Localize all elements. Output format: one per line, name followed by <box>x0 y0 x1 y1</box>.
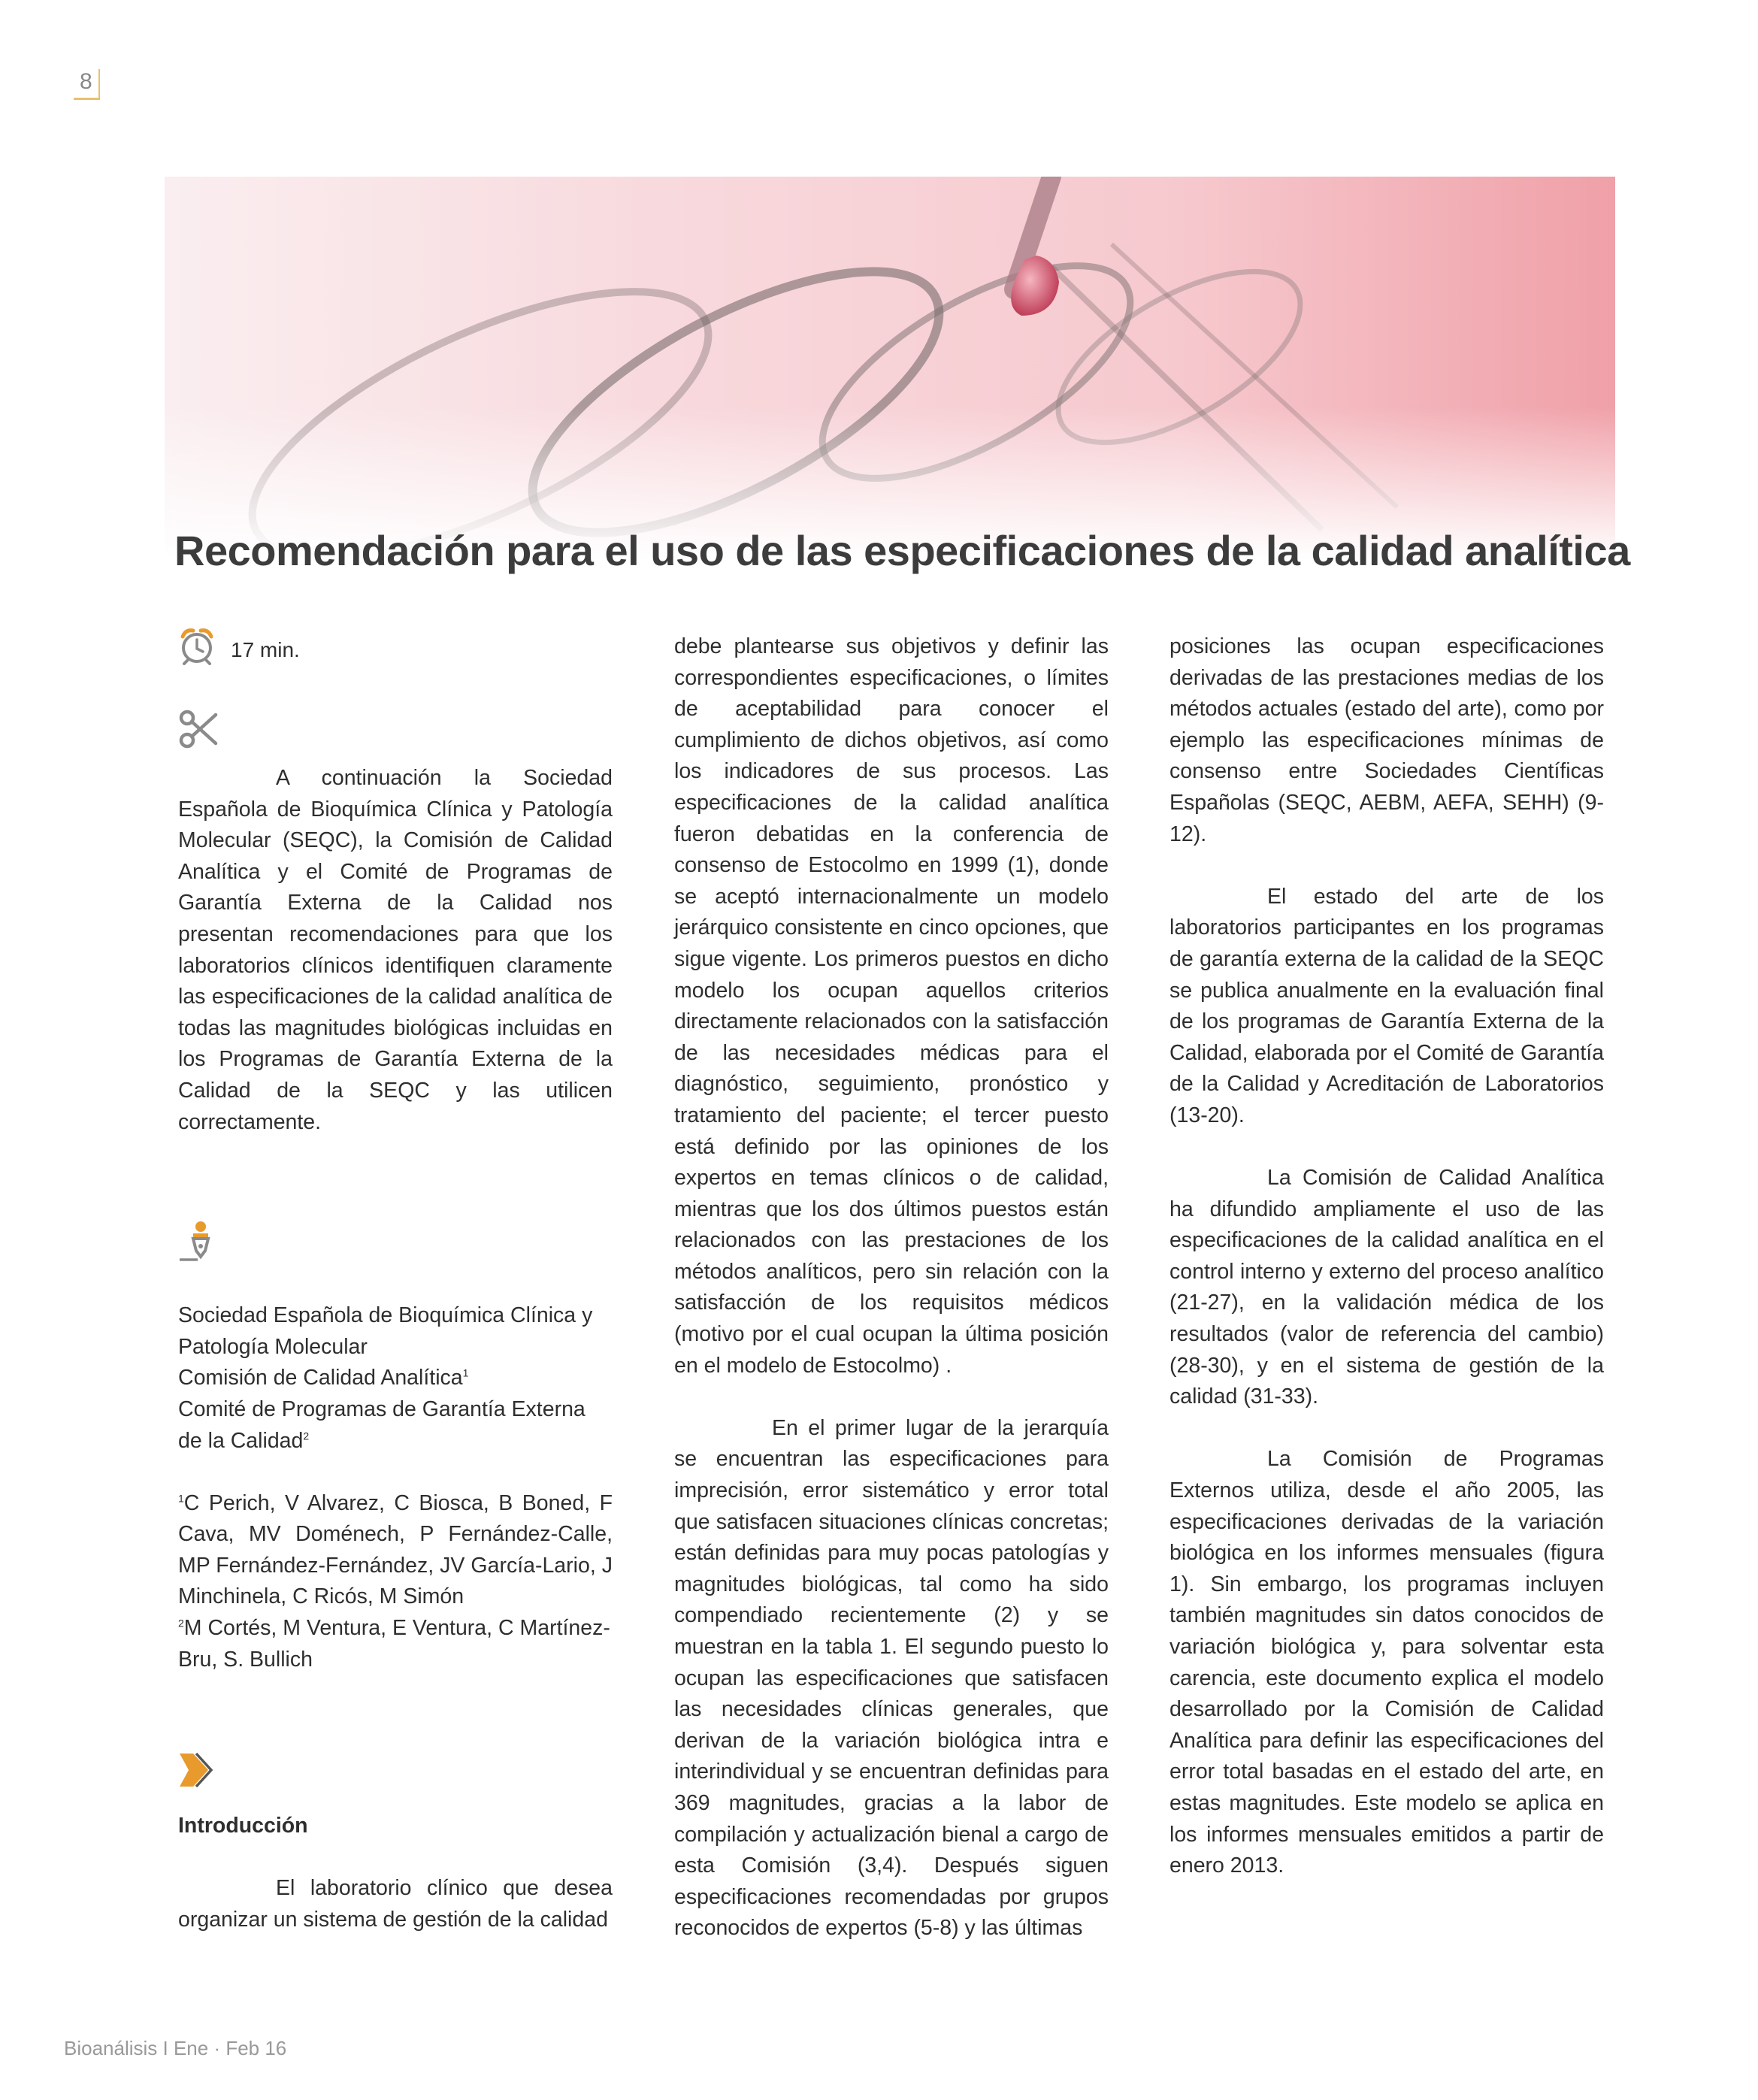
article-title: Recomendación para el uso de las especificaciones de la calidad analítica <box>174 527 1630 574</box>
authors-group-2: $^2$M Cortés, M Ventura, E Ventura, C Martínez-Bru, S. Bullich <box>178 1616 610 1672</box>
alarm-clock-icon <box>178 626 216 675</box>
column-3 <box>1169 631 1604 1882</box>
pen-author-icon <box>178 1221 219 1272</box>
col2-paragraph-2: En el primer lugar de la jerarquía se encuentran las especificaciones para imprecisión, error sistemático y error total que satisfacen situaciones clínicas concretas; están definidas para muy pocas patologías y magnitudes biológicas, tal como ha sido compendiado recientemente (2) y se muestran en la tabla 1. El segundo puesto lo ocupan las especificaciones que satisfacen las necesidades clínicas generales, que derivan de la variación biológica intra e interindividual y se encuentran definidas para 369 magnitudes, gracias a la labor de compilación y actualización bienal a cargo de esta Comisión (3,4). Después siguen especificaciones recomendadas por grupos reconocidos de expertos (5-8) y las últimas <box>674 1415 1109 1941</box>
article-summary: A continuación la Sociedad Española de Bioquímica Clínica y Patología Molecular (SEQC), la Comisión de Calidad Analítica y el Comité de Programas de Garantía Externa de la Calidad nos presentan recomendaciones para que los laboratorios clínicos identifiquen claramente las especificaciones de la calidad analítica de todas las magnitudes biológicas incluidas en los Programas de Garantía Externa de la Calidad de la SEQC y las utilicen correctamente. <box>178 766 613 1134</box>
intro-paragraph-start: El laboratorio clínico que desea organizar un sistema de gestión de la calidad <box>178 1876 613 1932</box>
arrow-chevron-icon <box>178 1751 213 1799</box>
column-1 <box>178 628 613 1936</box>
reading-time-row <box>178 628 613 673</box>
col2-paragraph-1: debe plantearse sus objetivos y definir las correspondientes especificaciones, o límites de aceptabilidad para conocer el cumplimiento de dichos objetivos, así como los indicadores de sus procesos. Las especificaciones de la calidad analítica fueron debatidas en la conferencia de consenso de Estocolmo en 1999 (1), donde se aceptó internacionalmente un modelo jerárquico consistente en cinco opciones, que sigue vigente. Los primeros puestos en dicho modelo los ocupan aquellos criterios directamente relacionados con la satisfacción de las necesidades médicas para el diagnóstico, seguimiento, pronóstico y tratamiento del paciente; el tercer puesto está definido por las opiniones de los expertos en temas clínicos o de calidad, mientras que los dos últimos puestos están relacionados con las prestaciones de los métodos analíticos, pero sin relación con la satisfacción de los requisitos médicos (motivo por el cual ocupan la última posición en el modelo de Estocolmo) . <box>674 634 1109 1378</box>
hero-image <box>165 177 1615 560</box>
reading-time: 17 min. <box>231 638 300 662</box>
page-number: 8 <box>74 69 100 100</box>
col3-paragraph-1: posiciones las ocupan especificaciones derivadas de las prestaciones medias de los métodos actuales (estado del arte), como por ejemplo las especificaciones mínimas de consenso entre Sociedades Científicas Españolas (SEQC, AEBM, AEFA, SEHH) (9-12). <box>1169 634 1604 846</box>
col3-paragraph-4: La Comisión de Programas Externos utiliza, desde el año 2005, las especificaciones derivadas de la variación biológica en los informes mensuales (figura 1). Sin embargo, los programas incluyen también magnitudes sin datos conocidos de variación biológica y, para solventar esta carencia, este documento explica el modelo desarrollado por la Comisión de Calidad Analítica para definir las especificaciones del error total basadas en el estado del arte, en estas magnitudes. Este modelo se aplica en los informes mensuales emitidos a partir de enero 2013. <box>1169 1447 1604 1878</box>
section-heading: Introducción <box>178 1814 308 1838</box>
organization-2: Comisión de Calidad Analítica$^1$ <box>178 1366 469 1390</box>
organization-3: Comité de Programas de Garantía Externa de la Calidad$^2$ <box>178 1396 585 1453</box>
col3-paragraph-3: La Comisión de Calidad Analítica ha difundido ampliamente el uso de las especificaciones de la calidad analítica en el control interno y externo del proceso analítico (21-27), en la validación médica de los resultados (valor de referencia del cambio) (28-30), y en el sistema de gestión de la calidad (31-33). <box>1169 1166 1604 1409</box>
authors-group-1: $^1$C Perich, V Alvarez, C Biosca, B Boned, F Cava, MV Doménech, P Fernández-Calle, MP Fernández-Fernández, JV García-Lario, J Minchinela, C Ricós, M Simón <box>178 1490 613 1609</box>
column-2 <box>674 631 1109 1944</box>
page-footer: Bioanálisis I Ene · Feb 16 <box>64 2037 287 2059</box>
col3-paragraph-2: El estado del arte de los laboratorios participantes en los programas de garantía externa de la calidad de la SEQC se publica anualmente en la evaluación final de los programas de Garantía Externa de la Calidad, elaborada por el Comité de Garantía de la Calidad y Acreditación de Laboratorios (13-20). <box>1169 884 1604 1127</box>
lab-glassware-illustration <box>165 177 1615 560</box>
organization-1: Sociedad Española de Bioquímica Clínica y Patología Molecular <box>178 1303 593 1359</box>
author-icon-row <box>178 1221 613 1272</box>
scissors-row <box>178 709 613 754</box>
scissors-icon <box>178 709 219 759</box>
section-icon-row <box>178 1751 613 1803</box>
